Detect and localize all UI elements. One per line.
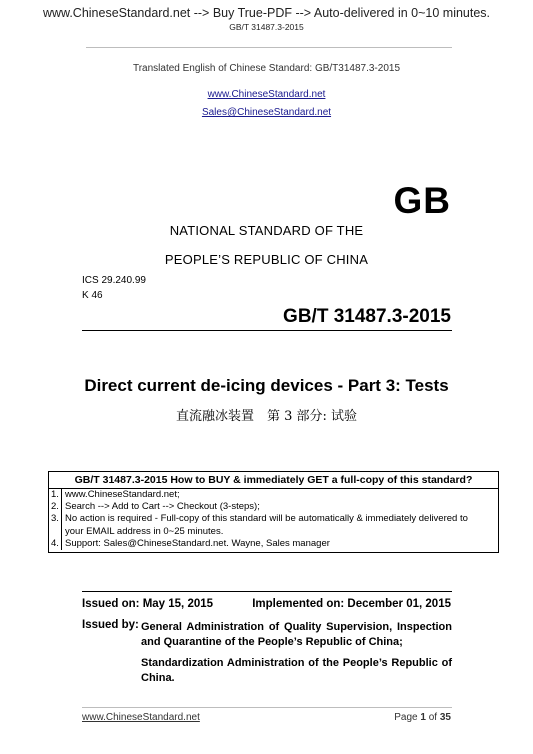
buy-step	[49, 513, 498, 525]
standard-number-rule	[82, 330, 452, 331]
buy-step-number: 1.	[49, 489, 62, 501]
buy-step-number: 2.	[49, 501, 62, 513]
page-number	[394, 712, 451, 723]
page-prefix: Page	[394, 712, 421, 723]
issued-by-label: Issued by:	[82, 619, 139, 631]
header-divider	[86, 47, 452, 48]
header-standard-code: GB/T 31487.3-2015	[229, 22, 304, 32]
buy-step-number: 4.	[49, 538, 62, 550]
footer-divider	[82, 707, 452, 708]
title-english: Direct current de-icing devices - Part 3: Tests	[84, 376, 449, 395]
buy-step-text: www.ChineseStandard.net;	[65, 489, 180, 500]
page-total: 35	[439, 712, 451, 723]
issued-on-date: Issued on: May 15, 2015	[82, 598, 214, 610]
buy-step	[49, 489, 498, 501]
ics-code: ICS 29.240.99	[82, 275, 146, 286]
issuer-aqsiq: General Administration of Quality Supervision, Inspection and Quarantine of the People’s Republic of China;	[141, 621, 452, 648]
top-banner: www.ChineseStandard.net --> Buy True-PDF --> Auto-delivered in 0~10 minutes.	[42, 6, 491, 20]
buy-step-text: No action is required - Full-copy of this standard will be automatically & immediately delivered to	[65, 513, 468, 525]
buy-step	[49, 501, 498, 513]
translation-note: Translated English of Chinese Standard: GB/T31487.3-2015	[132, 63, 401, 74]
buy-step-text: Support: Sales@ChineseStandard.net. Wayne, Sales manager	[65, 537, 330, 549]
page-current: 1	[420, 712, 426, 723]
issuer-sac: Standardization Administration of the People’s Republic of China.	[141, 657, 452, 684]
buy-step-number: 3.	[49, 513, 62, 525]
email-link-wrap	[0, 102, 533, 120]
buy-step-text: Search --> Add to Cart --> Checkout (3-steps);	[65, 501, 260, 513]
buy-step-text-cont: your EMAIL address in 0~25 minutes.	[65, 525, 224, 537]
buy-step-number-blank	[49, 526, 62, 538]
title-chinese: 直流融冰装置 第 3 部分: 试验	[175, 409, 358, 424]
national-standard-line1: NATIONAL STANDARD OF THE	[169, 223, 364, 238]
buy-box-heading: GB/T 31487.3-2015 How to BUY & immediately GET a full-copy of this standard?	[49, 472, 498, 489]
sales-email-link[interactable]: Sales@ChineseStandard.net	[201, 107, 332, 118]
gb-mark: GB	[393, 180, 451, 221]
implemented-on-date: Implemented on: December 01, 2015	[252, 598, 451, 610]
standard-number: GB/T 31487.3-2015	[283, 306, 451, 327]
national-standard-line2: PEOPLE’S REPUBLIC OF CHINA	[164, 252, 369, 267]
k-code: K 46	[82, 290, 103, 301]
footer-site-link[interactable]: www.ChineseStandard.net	[82, 712, 200, 723]
page-of: of	[425, 712, 440, 723]
buy-step-continuation	[49, 526, 498, 538]
website-link[interactable]: www.ChineseStandard.net	[207, 89, 326, 100]
buy-step	[49, 538, 498, 550]
issue-rule	[82, 591, 452, 592]
buy-steps-list	[49, 489, 498, 550]
buy-instructions-box	[48, 471, 499, 553]
site-link-wrap	[0, 84, 533, 102]
